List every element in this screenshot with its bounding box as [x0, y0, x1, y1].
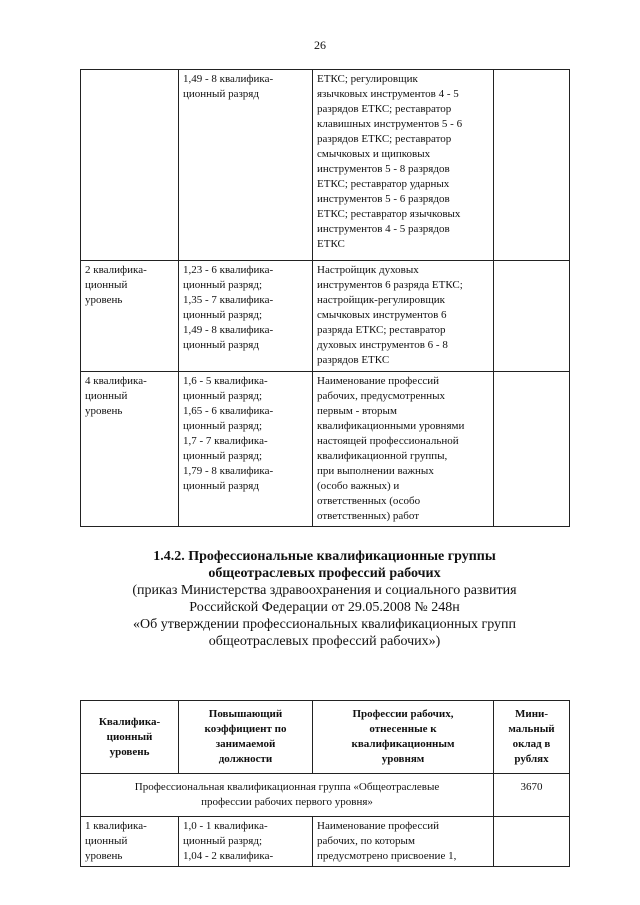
text-line: первым - вторым [317, 405, 397, 417]
text-line: ЕТКС; реставратор язычковых [317, 208, 461, 220]
text-line: уровень [85, 294, 123, 306]
coefficient-cell [179, 261, 313, 372]
text-line: 1,79 - 8 квалифика- [183, 465, 274, 477]
text-line: ционный [85, 835, 128, 847]
text-line: язычковых инструментов 4 - 5 [317, 88, 459, 100]
text-line: уровням [381, 753, 425, 765]
text-line: при выполнении важных [317, 465, 434, 477]
text-line: разряда ЕТКС; реставратор [317, 324, 446, 336]
text-line: клавишных инструментов 5 - 6 [317, 118, 463, 130]
text-line: ционный [85, 390, 128, 402]
section-subtitle: общеотраслевых профессий рабочих») [208, 634, 441, 649]
text-line: 2 квалифика- [85, 264, 147, 276]
salary-cell [494, 372, 570, 527]
text-line: коэффициент по [204, 723, 287, 735]
salary-cell [494, 261, 570, 372]
group-row [81, 774, 570, 817]
group-salary: 3670 [494, 774, 570, 817]
text-line: предусмотрено присвоение 1, [317, 850, 457, 862]
header-salary [494, 701, 570, 774]
professions-cell [313, 817, 494, 867]
section-title: 1.4.2. Профессиональные квалификационные группы [153, 549, 496, 564]
text-line: 1,04 - 2 квалифика- [183, 850, 274, 862]
text-line: инструментов 5 - 6 разрядов [317, 193, 450, 205]
text-line: Профессии рабочих, [352, 708, 454, 720]
professions-cell [313, 261, 494, 372]
section-subtitle: Российской Федерации от 29.05.2008 № 248н [189, 600, 460, 615]
coefficient-cell [179, 70, 313, 261]
text-line: ционный разряд; [183, 390, 263, 402]
text-line: рублях [514, 753, 549, 765]
text-line: ЕТКС; регулировщик [317, 73, 418, 85]
text-line: смычковых инструментов 6 [317, 309, 447, 321]
text-line: 1,49 - 8 квалифика- [183, 73, 274, 85]
text-line: Профессиональная квалификационная группа «Общеотраслевые [134, 781, 440, 793]
coefficient-cell [179, 817, 313, 867]
section-title: общеотраслевых профессий рабочих [208, 566, 441, 581]
table-row [81, 70, 570, 261]
text-line: рабочих, предусмотренных [317, 390, 446, 402]
table-row [81, 817, 570, 867]
section-subtitle: (приказ Министерства здравоохранения и социального развития [132, 583, 517, 598]
text-line: ционный разряд; [183, 279, 263, 291]
text-line: 1,6 - 5 квалифика- [183, 375, 268, 387]
text-line: разрядов ЕТКС; реставратор [317, 103, 452, 115]
professions-cell [313, 70, 494, 261]
text-line: Наименование профессий [317, 820, 439, 832]
text-line: ционный разряд [183, 339, 259, 351]
text-line: уровень [85, 850, 123, 862]
level-cell [81, 70, 179, 261]
level-cell [81, 261, 179, 372]
text-line: оклад в [512, 738, 551, 750]
text-line: 1,23 - 6 квалифика- [183, 264, 274, 276]
section-subtitle: «Об утверждении профессиональных квалификационных групп [132, 617, 517, 632]
text-line: ЕТКС; реставратор ударных [317, 178, 450, 190]
text-line: смычковых и щипковых [317, 148, 431, 160]
text-line: духовых инструментов 6 - 8 [317, 339, 448, 351]
coefficient-cell [179, 372, 313, 527]
page-number: 26 [314, 38, 326, 52]
text-line: ционный [106, 730, 153, 743]
text-line: ответственных) работ [317, 510, 420, 522]
text-line: ционный разряд; [183, 420, 263, 432]
text-line: мальный [508, 723, 555, 735]
section-heading [80, 548, 569, 650]
text-line: инструментов 6 разряда ЕТКС; [317, 279, 463, 291]
header-coefficient [179, 701, 313, 774]
text-line: квалификационной группы, [317, 450, 448, 462]
text-line: ционный разряд; [183, 835, 263, 847]
salary-cell [494, 817, 570, 867]
text-line: квалификационными уровнями [317, 420, 465, 432]
header-professions [313, 701, 494, 774]
text-line: занимаемой [215, 738, 276, 750]
text-line: ционный разряд [183, 480, 259, 492]
text-line: разрядов ЕТКС [317, 354, 390, 366]
text-line: Повышающий [208, 708, 283, 720]
text-line: инструментов 4 - 5 разрядов [317, 223, 450, 235]
text-line: уровень [109, 745, 150, 758]
text-line: инструментов 5 - 8 разрядов [317, 163, 450, 175]
text-line: 1,7 - 7 квалифика- [183, 435, 268, 447]
text-line: Настройщик духовых [317, 264, 419, 276]
text-line: Мини- [514, 708, 549, 720]
text-line: 1,35 - 7 квалифика- [183, 294, 274, 306]
text-line: квалификационным [351, 738, 455, 750]
text-line: рабочих, по которым [317, 835, 415, 847]
text-line: ционный [85, 279, 128, 291]
text-line: 4 квалифика- [85, 375, 147, 387]
text-line: ционный разряд [183, 88, 259, 100]
level-cell [81, 372, 179, 527]
salary-cell [494, 70, 570, 261]
level-cell [81, 817, 179, 867]
header-level [81, 701, 179, 774]
text-line: разрядов ЕТКС; реставратор [317, 133, 452, 145]
text-line: профессии рабочих первого уровня» [201, 796, 373, 808]
text-line: 1,0 - 1 квалифика- [183, 820, 268, 832]
group-label [81, 774, 494, 817]
professions-cell [313, 372, 494, 527]
text-line: настоящей профессиональной [317, 435, 459, 447]
text-line: Наименование профессий [317, 375, 439, 387]
text-line: ответственных (особо [317, 495, 421, 507]
text-line: должности [218, 753, 273, 765]
professions-table-continued [80, 69, 570, 527]
text-line: уровень [85, 405, 123, 417]
text-line: 1,65 - 6 квалифика- [183, 405, 274, 417]
text-line: отнесенные к [369, 723, 437, 735]
text-line: настройщик-регулировщик [317, 294, 446, 306]
professions-table [80, 700, 570, 867]
text-line: Квалифика- [98, 715, 161, 728]
text-line: 1,49 - 8 квалифика- [183, 324, 274, 336]
text-line: (особо важных) и [317, 480, 400, 492]
text-line: ЕТКС [317, 238, 345, 250]
table-row [81, 372, 570, 527]
text-line: 1 квалифика- [85, 820, 147, 832]
table-header-row [81, 701, 570, 774]
text-line: ционный разряд; [183, 309, 263, 321]
table-row [81, 261, 570, 372]
text-line: ционный разряд; [183, 450, 263, 462]
